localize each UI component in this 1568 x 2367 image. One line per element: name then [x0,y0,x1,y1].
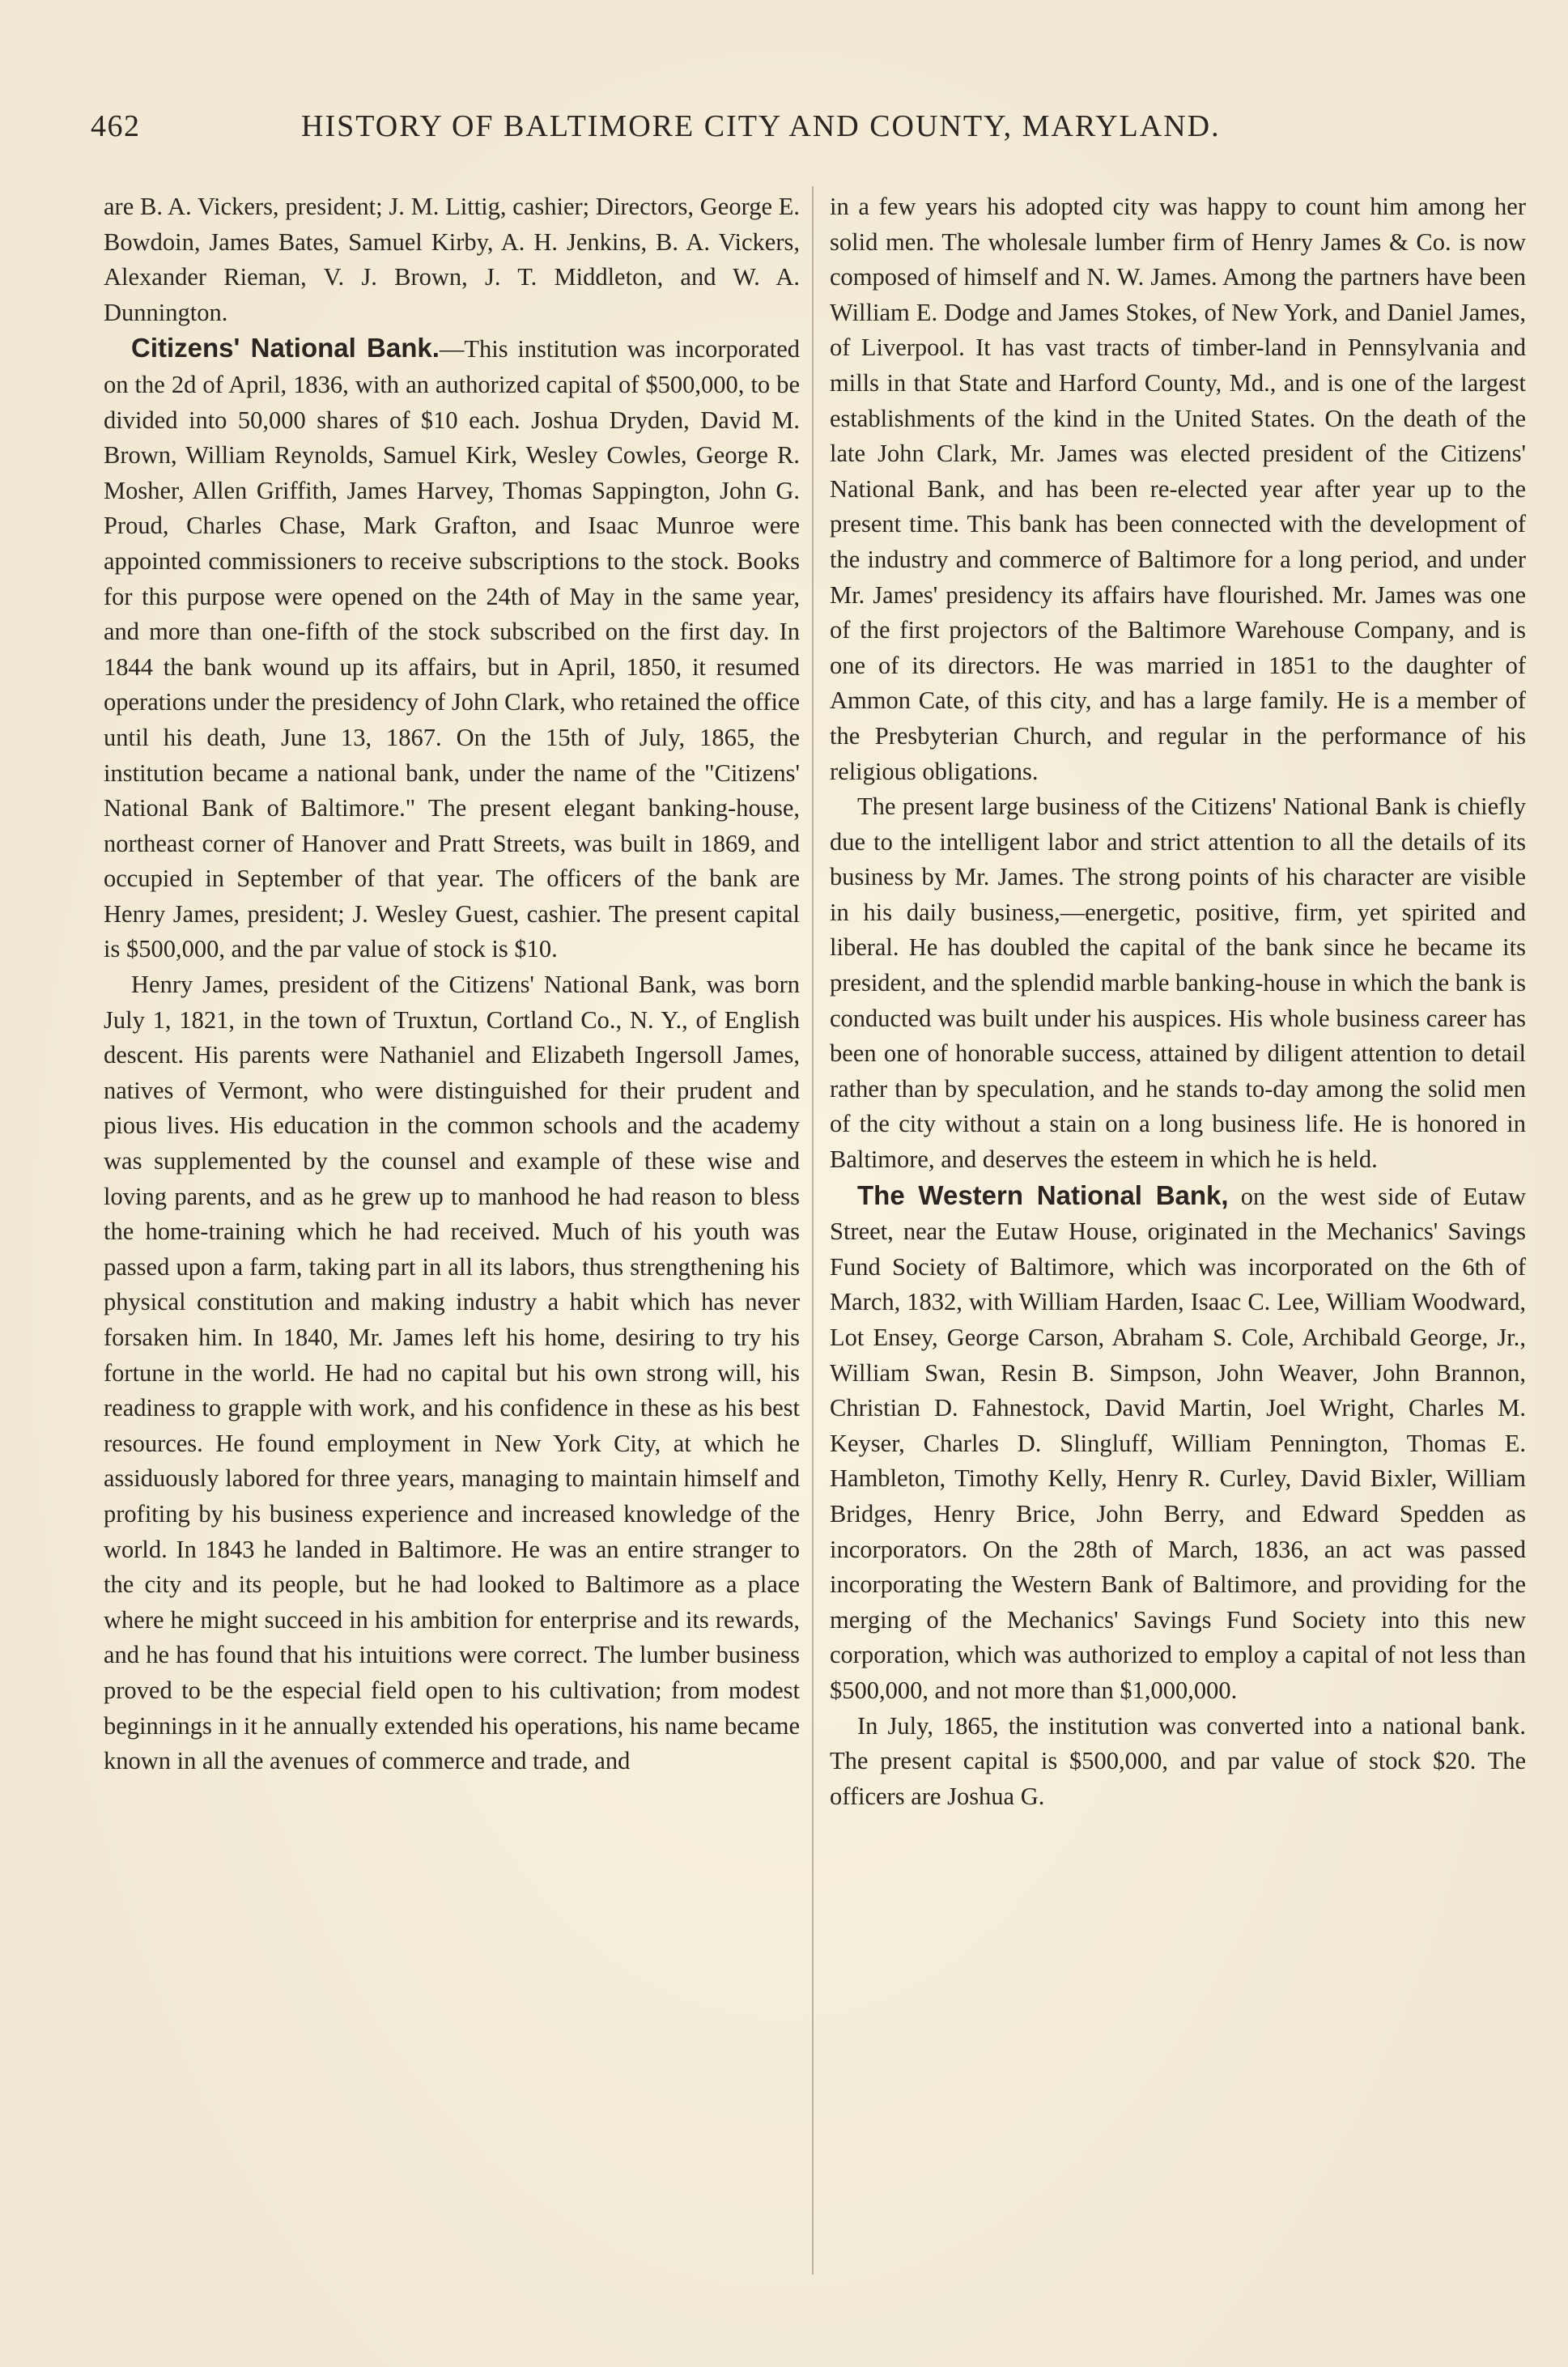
paragraph-text: —This institution was incorporated on the 2d of April, 1836, with an authorized capital of $500,000, to be divided into 50,000 shares of $10 each. Joshua Dryden, David M. Brown, William Reynolds, Samuel Kirk, Wesley Cowles, George R. Mosher, Allen Griffith, James Harvey, Thomas Sappington, John G. Proud, Charles Chase, Mark Grafton, and Isaac Munroe were appointed commissioners to receive subscriptions to the stock. Books for this purpose were opened on the 24th of May in the same year, and more than one-fifth of the stock subscribed on the first day. In 1844 the bank wound up its affairs, but in April, 1850, it resumed operations under the presidency of John Clark, who retained the office until his death, June 13, 1867. On the 15th of July, 1865, the institution became a national bank, under the name of the "Citizens' National Bank of Baltimore." The present elegant banking-house, northeast corner of Hanover and Pratt Streets, was built in 1869, and occupied in September of that year. The officers of the bank are Henry James, president; J. Wesley Guest, cashier. The present capital is $500,000, and the par value of stock is $10. [104,335,800,963]
paragraph: in a few years his adopted city was happy to count him among her solid men. The wholesale lumber firm of Henry James & Co. is now composed of himself and N. W. James. Among the partners have been William E. Dodge and James Stokes, of New York, and Daniel James, of Liverpool. It has vast tracts of timber-land in Pennsylvania and mills in that State and Harford County, Md., and is one of the largest establishments of the kind in the United States. On the death of the late John Clark, Mr. James was elected president of the Citizens' National Bank, and has been re-elected year after year up to the present time. This bank has been connected with the development of the industry and commerce of Baltimore for a long period, and under Mr. James' presidency its affairs have flourished. Mr. James was one of the first projectors of the Baltimore Warehouse Company, and is one of its directors. He was married in 1851 to the daughter of Ammon Cate, of this city, and has a large family. He is a member of the Presbyterian Church, and regular in the performance of his religious obligations. [830,193,1526,785]
right-column [830,189,1526,1814]
running-header [91,108,1370,157]
column-divider [812,186,814,2275]
paragraph: The present large business of the Citizens' National Bank is chiefly due to the intelligent labor and strict attention to all the details of its business by Mr. James. The strong points of his character are visible in his daily business,—energetic, positive, firm, yet spirited and liberal. He has doubled the capital of the bank since he became its president, and the splendid marble banking-house in which the bank is conducted was built under his auspices. His whole business career has been one of honorable success, attained by diligent attention to detail rather than by speculation, and he stands to-day among the solid men of the city without a stain on a long business life. He is honored in Baltimore, and deserves the esteem in which he is held. [830,793,1526,1174]
paragraph: are B. A. Vickers, president; J. M. Littig, cashier; Directors, George E. Bowdoin, James Bates, Samuel Kirby, A. H. Jenkins, B. A. Vickers, Alexander Rieman, V. J. Brown, J. T. Middleton, and W. A. Dunnington. [104,193,800,326]
paragraph: Henry James, president of the Citizens' National Bank, was born July 1, 1821, in the town of Truxtun, Cortland Co., N. Y., of English descent. His parents were Nathaniel and Elizabeth Ingersoll James, natives of Vermont, who were distinguished for their prudent and pious lives. His education in the common schools and the academy was supplemented by the counsel and example of these wise and loving parents, and as he grew up to manhood he had reason to bless the home-training which he had received. Much of his youth was passed upon a farm, taking part in all its labors, thus strengthening his physical constitution and making industry a habit which has never forsaken him. In 1840, Mr. James left his home, desiring to try his fortune in the world. He had no capital but his own strong will, his readiness to grapple with work, and his confidence in these as his best resources. He found employment in New York City, at which he assiduously labored for three years, managing to maintain himself and profiting by his business experience and increased knowledge of the world. In 1843 he landed in Baltimore. He was an entire stranger to the city and its people, but he had looked to Baltimore as a place where he might succeed in his ambition for enterprise and its rewards, and he has found that his intuitions were correct. The lumber business proved to be the especial field open to his cultivation; from modest beginnings in it he annually extended his operations, his name became known in all the avenues of commerce and trade, and [104,971,800,1775]
section-heading: Citizens' National Bank. [131,333,440,363]
paragraph [104,330,800,967]
running-title: HISTORY OF BALTIMORE CITY AND COUNTY, MARYLAND. [301,109,1221,143]
page-number: 462 [91,109,141,143]
left-column [104,189,800,1779]
paragraph [830,1178,1526,1709]
paragraph: In July, 1865, the institution was converted into a national bank. The present capital is $500,000, and par value of stock $20. The officers are Joshua G. [830,1711,1526,1810]
section-heading: The Western National Bank, [857,1179,1229,1210]
paragraph-text: on the west side of Eutaw Street, near the Eutaw House, originated in the Mechanics' Savings Fund Society of Baltimore, which was incorporated on the 6th of March, 1832, with William Harden, Isaac C. Lee, William Woodward, Lot Ensey, George Carson, Abraham S. Cole, Archibald George, Jr., William Swan, Resin B. Simpson, John Weaver, John Brannon, Christian D. Fahnestock, David Martin, Joel Wright, Charles M. Keyser, Charles D. Slingluff, William Pennington, Thomas E. Hambleton, Timothy Kelly, Henry R. Curley, David Bixler, William Bridges, Henry Brice, John Berry, and Edward Spedden as incorporators. On the 28th of March, 1836, an act was passed incorporating the Western Bank of Baltimore, and providing for the merging of the Mechanics' Savings Fund Society into this new corporation, which was authorized to employ a capital of not less than $500,000, and not more than $1,000,000. [830,1182,1526,1704]
